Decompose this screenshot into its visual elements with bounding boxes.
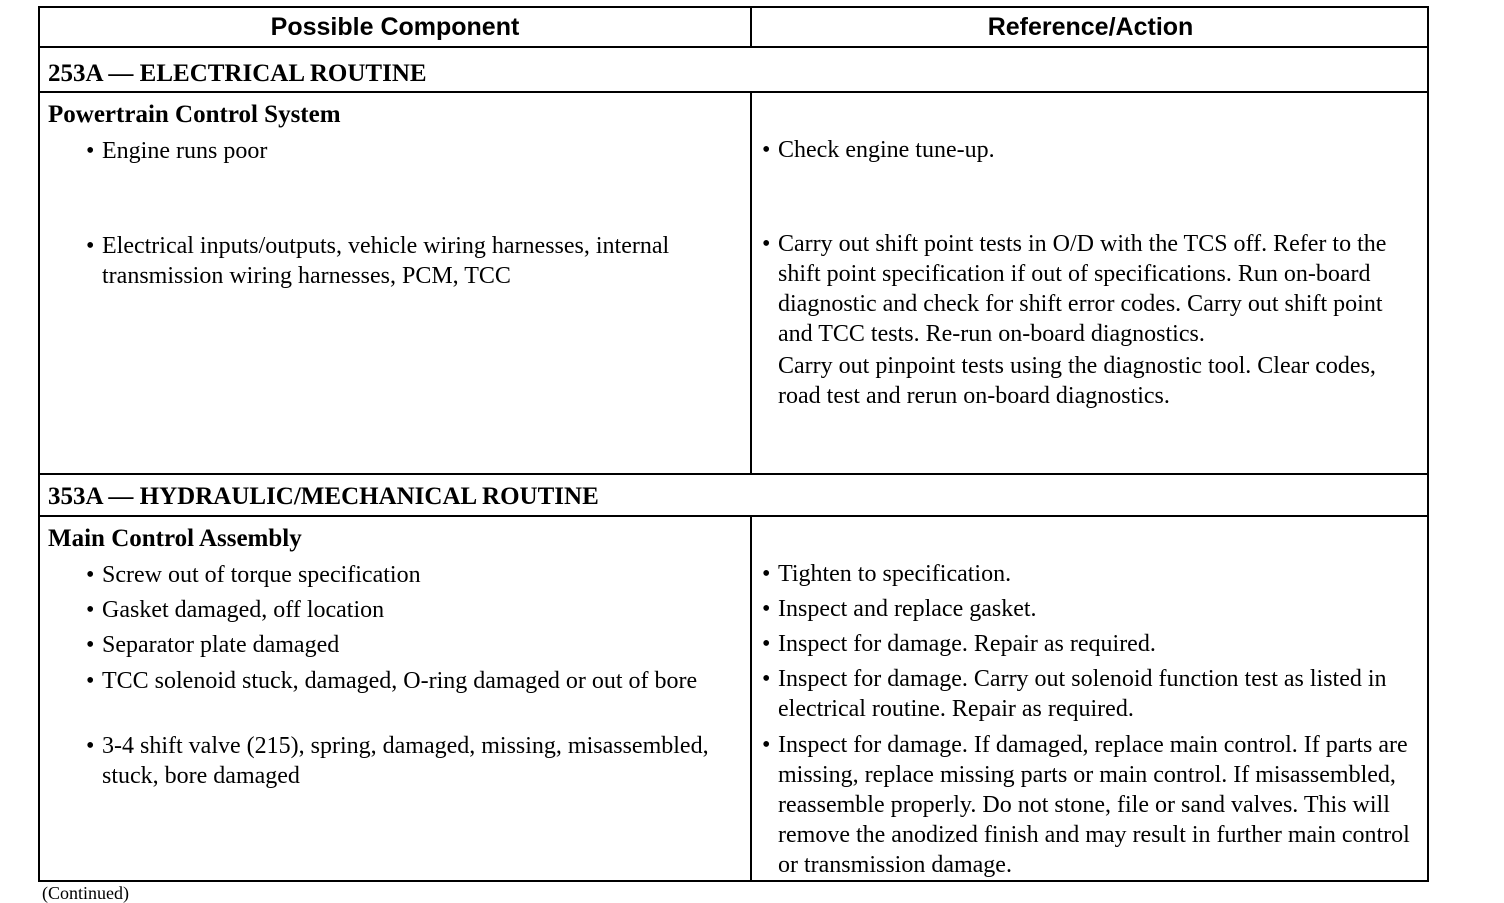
- divider: [750, 93, 752, 473]
- action-text: Check engine tune-up.: [778, 137, 995, 163]
- action-text: Carry out shift point tests in O/D with the TCS off. Refer to the shift point specification if out of specifications. Run on-board diagnostic and check for shift error codes. Carry out shift point and TCC tests. Re-run on-board diagnostics.: [778, 231, 1387, 347]
- bullet: •: [762, 596, 771, 622]
- component-text: Separator plate damaged: [102, 632, 340, 658]
- bullet: •: [762, 666, 771, 692]
- action-text: Inspect and replace gasket.: [778, 596, 1037, 622]
- section-title: 353A — HYDRAULIC/MECHANICAL ROUTINE: [48, 483, 599, 510]
- header-reference-action: Reference/Action: [987, 12, 1194, 41]
- component-item: [86, 136, 726, 166]
- diagnostic-table: [38, 6, 1429, 882]
- action-text: Inspect for damage. Carry out solenoid function test as listed in electrical routine. Repair as required.: [778, 666, 1387, 722]
- bullet: •: [762, 137, 771, 163]
- divider: [750, 517, 752, 882]
- header-possible-component: Possible Component: [270, 12, 520, 41]
- bullet: •: [86, 668, 95, 694]
- component-item: [86, 560, 726, 590]
- bullet: •: [86, 233, 95, 259]
- section-title: 253A — ELECTRICAL ROUTINE: [48, 60, 427, 87]
- bullet: •: [86, 138, 95, 164]
- group-title: Powertrain Control System: [48, 101, 341, 128]
- component-text: 3-4 shift valve (215), spring, damaged, missing, misassembled, stuck, bore damaged: [102, 733, 709, 789]
- action-item: [762, 730, 1418, 880]
- continued-note: (Continued): [42, 883, 129, 903]
- bullet: •: [762, 631, 771, 657]
- component-text: Electrical inputs/outputs, vehicle wiring harnesses, internal transmission wiring harnesses, PCM, TCC: [102, 233, 670, 289]
- component-text: Gasket damaged, off location: [102, 597, 385, 623]
- bullet: •: [86, 597, 95, 623]
- action-item: [762, 664, 1418, 724]
- bullet: •: [86, 562, 95, 588]
- component-item: [86, 231, 726, 291]
- action-item: [762, 559, 1418, 589]
- component-item: [86, 595, 726, 625]
- component-item: [86, 731, 726, 791]
- action-text: Tighten to specification.: [778, 561, 1012, 587]
- divider: [40, 473, 1427, 475]
- divider: [40, 91, 1427, 93]
- component-text: Screw out of torque specification: [102, 562, 421, 588]
- action-item: [762, 135, 1418, 165]
- group-title: Main Control Assembly: [48, 525, 302, 552]
- action-text: Inspect for damage. If damaged, replace main control. If parts are missing, replace missing parts or main control. If misassembled, reassemble properly. Do not stone, file or sand valves. This will remove the anodized finish and may result in further main control or transmission damage.: [778, 732, 1410, 878]
- component-item: [86, 666, 726, 696]
- action-item: [762, 629, 1418, 659]
- divider: [40, 46, 1427, 48]
- bullet: •: [86, 733, 95, 759]
- action-text: Inspect for damage. Repair as required.: [778, 631, 1156, 657]
- action-item: [762, 229, 1418, 411]
- bullet: •: [762, 231, 771, 257]
- action-item: [762, 594, 1418, 624]
- action-note: Carry out pinpoint tests using the diagnostic tool. Clear codes, road test and rerun on-board diagnostics.: [778, 353, 1376, 409]
- divider: [750, 8, 752, 48]
- bullet: •: [762, 732, 771, 758]
- component-text: Engine runs poor: [102, 138, 268, 164]
- component-item: [86, 630, 726, 660]
- divider: [40, 515, 1427, 517]
- component-text: TCC solenoid stuck, damaged, O-ring damaged or out of bore: [102, 668, 698, 694]
- bullet: •: [762, 561, 771, 587]
- bullet: •: [86, 632, 95, 658]
